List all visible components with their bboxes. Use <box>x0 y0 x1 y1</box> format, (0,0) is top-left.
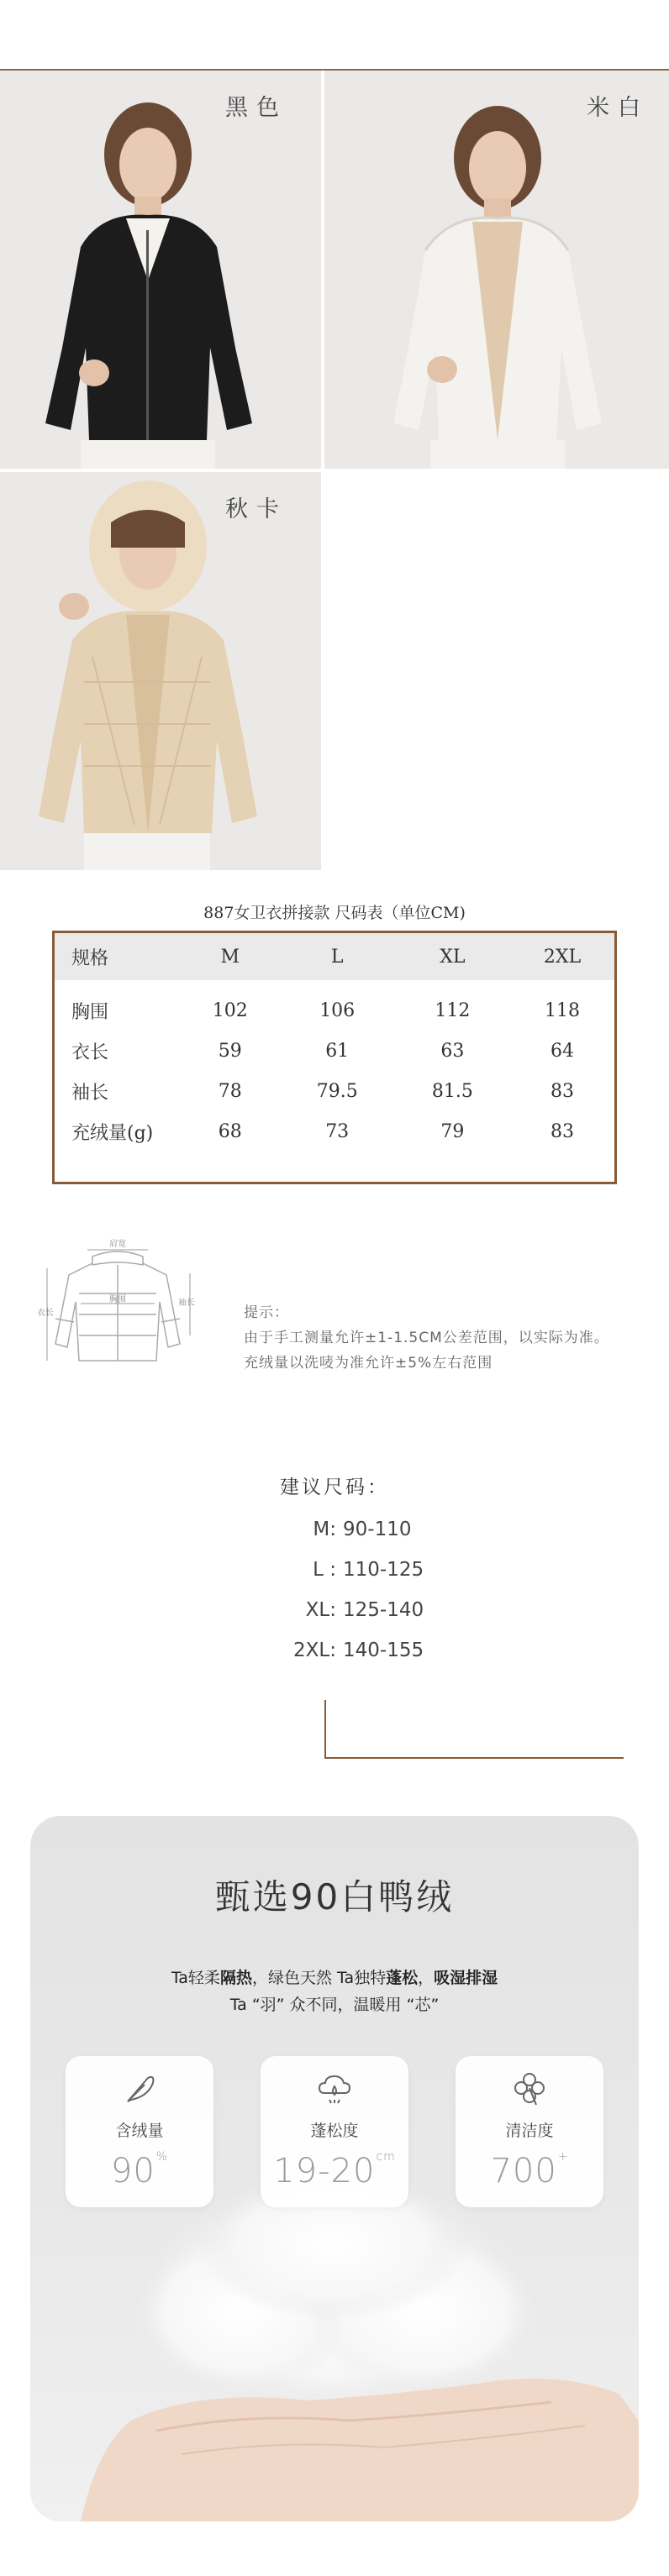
colorway-photo-black <box>0 71 321 469</box>
diagram-chest-label: 胸围 <box>109 1295 126 1304</box>
stat-unit: + <box>557 2150 569 2164</box>
table-cell: 106 <box>319 999 356 1021</box>
table-cell: 81.5 <box>431 1080 473 1102</box>
table-header-cell: XL <box>395 933 510 980</box>
tips-title: 提示： <box>244 1304 289 1321</box>
colorway-label: 米白 <box>587 95 649 121</box>
table-row <box>55 1071 614 1111</box>
table-cell: 102 <box>212 999 248 1021</box>
table-cell: 袖长 <box>71 1082 109 1104</box>
table-cell: 64 <box>550 1040 574 1062</box>
stat-name: 蓬松度 <box>310 2122 359 2140</box>
model-khaki-illustration <box>0 472 321 870</box>
recommend-size: XL: <box>305 1599 336 1621</box>
recommend-size: 2XL: <box>293 1640 336 1661</box>
stat-number: 700 <box>490 2152 557 2190</box>
table-cell: 79.5 <box>316 1080 358 1102</box>
colorway-photo-khaki <box>0 472 321 870</box>
stat-card-loft <box>261 2056 408 2207</box>
table-cell: 118 <box>544 999 580 1021</box>
cloud-icon <box>314 2068 355 2108</box>
colorway-photo-cream <box>324 71 669 469</box>
diagram-shoulder-label: 肩宽 <box>109 1240 126 1249</box>
table-cell: 充绒量(g) <box>71 1122 154 1144</box>
stat-card-cleanliness <box>456 2056 603 2207</box>
stat-value <box>456 2150 603 2190</box>
table-cell: 63 <box>440 1040 465 1062</box>
table-cell: 73 <box>325 1120 350 1142</box>
recommend-range: 125-140 <box>343 1599 424 1621</box>
down-feature-line: Ta “羽” 众不同，温暖用 “芯” <box>229 1996 440 2014</box>
table-row <box>55 990 614 1031</box>
recommend-range: 90-110 <box>343 1519 412 1540</box>
stat-name: 清洁度 <box>505 2122 554 2140</box>
feature-text: Ta轻柔 <box>171 1969 220 1987</box>
size-chart <box>52 931 617 1184</box>
model-cream-illustration <box>324 71 669 469</box>
table-cell: 61 <box>325 1040 350 1062</box>
clover-icon <box>509 2068 550 2108</box>
stat-name: 含绒量 <box>115 2122 164 2140</box>
tips-line: 充绒量以洗唛为准允许±5%左右范围 <box>244 1355 493 1372</box>
stat-unit: % <box>155 2150 169 2164</box>
table-header-cell: 规格 <box>55 933 181 980</box>
stat-number: 19-20 <box>273 2152 376 2190</box>
table-cell: 112 <box>435 999 471 1021</box>
table-row <box>55 1111 614 1152</box>
size-table <box>55 933 614 1152</box>
table-row <box>55 1031 614 1071</box>
table-header-cell: M <box>181 933 280 980</box>
tips-line: 由于手工测量允许±1-1.5CM公差范围，以实际为准。 <box>244 1330 609 1346</box>
feature-text: ， <box>418 1969 435 1987</box>
size-tips <box>244 1300 609 1376</box>
recommend-range: 110-125 <box>343 1559 424 1581</box>
feature-text: ，绿色天然 Ta独特 <box>251 1969 387 1987</box>
size-chart-caption: 887女卫衣拼接款 尺码表（单位CM) <box>203 904 466 922</box>
recommend-range: 140-155 <box>343 1640 424 1661</box>
stat-value <box>66 2150 213 2190</box>
stat-number: 90 <box>110 2152 155 2190</box>
recommend-size: M: <box>313 1519 336 1540</box>
feather-icon <box>119 2068 160 2108</box>
table-cell: 79 <box>440 1120 465 1142</box>
stat-value <box>261 2150 408 2190</box>
colorway-label: 秋卡 <box>225 496 287 522</box>
recommend-title: 建议尺码： <box>280 1477 389 1498</box>
feature-text-bold: 蓬松 <box>386 1969 419 1987</box>
table-cell: 83 <box>550 1080 574 1102</box>
table-cell: 衣长 <box>71 1041 109 1063</box>
down-feather-illustration <box>30 2169 639 2521</box>
feature-text-bold: 吸湿排湿 <box>434 1969 498 1987</box>
jacket-outline-icon <box>34 1235 202 1377</box>
diagram-length-label: 衣长 <box>37 1309 54 1318</box>
decorative-bracket <box>324 1700 326 1759</box>
stat-unit: cm <box>376 2150 396 2164</box>
table-cell: 83 <box>550 1120 574 1142</box>
model-black-illustration <box>0 71 321 469</box>
diagram-sleeve-label: 袖长 <box>178 1298 195 1308</box>
table-header-cell: 2XL <box>510 933 614 980</box>
table-header-cell: L <box>280 933 395 980</box>
decorative-bracket <box>324 1757 624 1759</box>
down-feature-line <box>30 1965 639 1988</box>
table-cell: 78 <box>218 1080 242 1102</box>
measurement-diagram <box>34 1235 202 1377</box>
table-cell: 68 <box>218 1120 242 1142</box>
colorway-label: 黑色 <box>225 95 287 121</box>
down-feature-title: 甄选90白鸭绒 <box>214 1876 455 1918</box>
recommend-size: L : <box>313 1559 336 1581</box>
down-feature-card <box>30 1816 639 2521</box>
size-table-header <box>55 933 614 980</box>
feature-text-bold: 隔热 <box>219 1969 252 1987</box>
stat-card-fill-power <box>66 2056 213 2207</box>
table-cell: 胸围 <box>71 1001 109 1023</box>
table-cell: 59 <box>218 1040 242 1062</box>
